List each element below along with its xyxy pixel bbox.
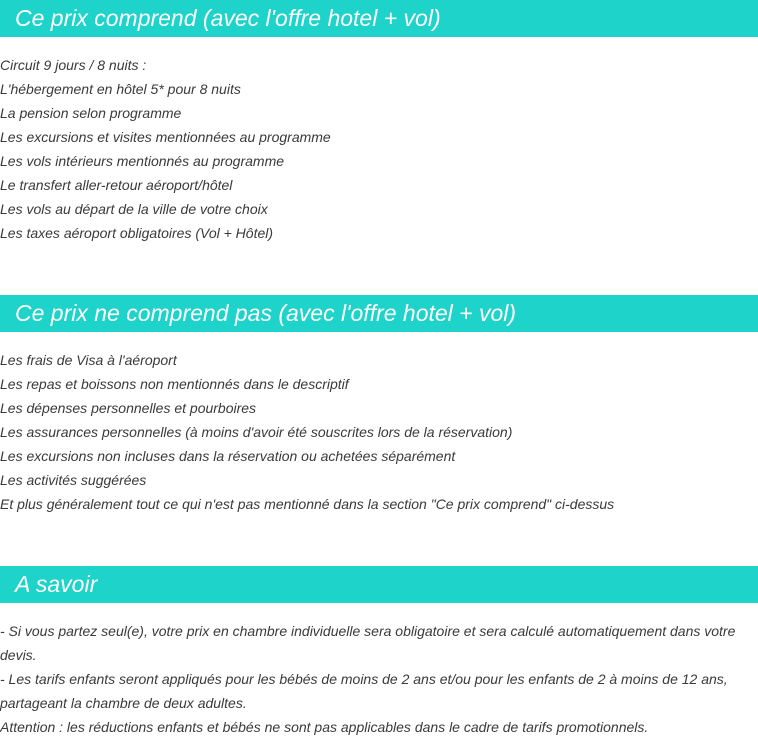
list-item: Les excursions non incluses dans la réservation ou achetées séparément xyxy=(0,448,456,464)
list-item: Les excursions et visites mentionnées au programme xyxy=(0,129,331,145)
list-item: Et plus généralement tout ce qui n'est pas mentionné dans la section "Ce prix comprend" ci-dessus xyxy=(0,496,615,512)
list-item: Circuit 9 jours / 8 nuits : xyxy=(0,57,147,73)
info-paragraph-child-rates: - Les tarifs enfants seront appliqués pour les bébés de moins de 2 ans et/ou pour les enfants de 2 à moins de 12 ans, partageant la chambre de deux adultes. xyxy=(0,671,728,711)
list-item: Les activités suggérées xyxy=(0,472,147,488)
section-header-good-to-know: A savoir xyxy=(0,566,758,603)
list-item: Les assurances personnelles (à moins d'avoir été souscrites lors de la réservation) xyxy=(0,424,513,440)
list-item: Les vols au départ de la ville de votre choix xyxy=(0,201,268,217)
list-item: L'hébergement en hôtel 5* pour 8 nuits xyxy=(0,81,241,97)
list-item: Les taxes aéroport obligatoires (Vol + Hôtel) xyxy=(0,225,274,241)
section-header-not-included: Ce prix ne comprend pas (avec l'offre hotel + vol) xyxy=(0,295,758,332)
list-item: Les dépenses personnelles et pourboires xyxy=(0,400,257,416)
section-header-included: Ce prix comprend (avec l'offre hotel + vol) xyxy=(0,0,758,37)
list-item: Le transfert aller-retour aéroport/hôtel xyxy=(0,177,233,193)
list-item: Les repas et boissons non mentionnés dans le descriptif xyxy=(0,376,349,392)
list-item: Les vols intérieurs mentionnés au programme xyxy=(0,153,285,169)
info-paragraph-single-supplement: - Si vous partez seul(e), votre prix en chambre individuelle sera obligatoire et sera calculé automatiquement dans votre devis. xyxy=(0,623,736,663)
list-item: Les frais de Visa à l'aéroport xyxy=(0,352,177,368)
included-list xyxy=(0,53,758,245)
list-item: La pension selon programme xyxy=(0,105,182,121)
not-included-list xyxy=(0,348,758,516)
info-paragraph-attention: Attention : les réductions enfants et bébés ne sont pas applicables dans le cadre de tarifs promotionnels. xyxy=(0,719,649,735)
